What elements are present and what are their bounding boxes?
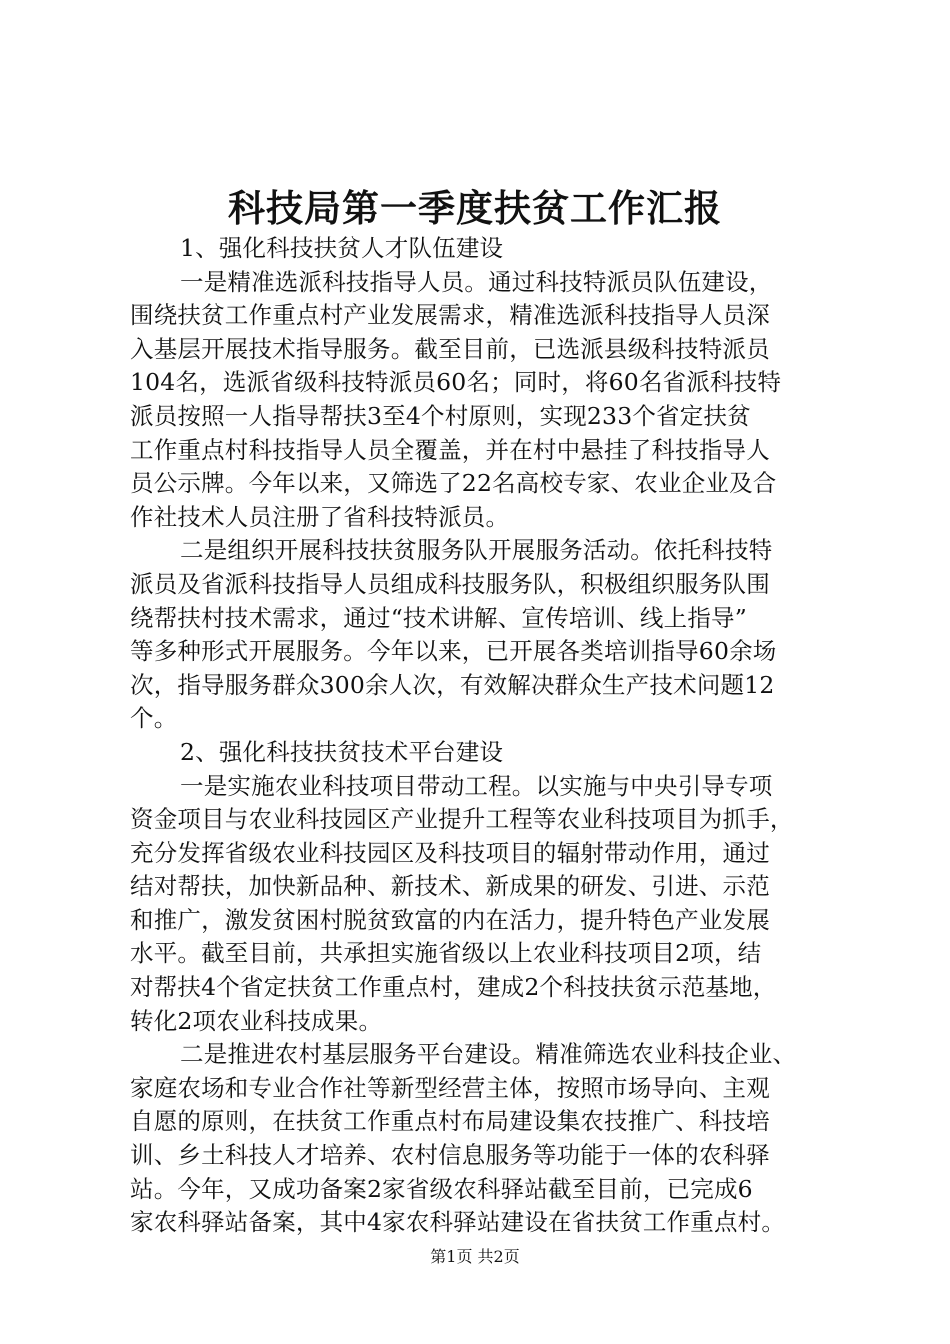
paragraph-line: 104名，选派省级科技特派员60名；同时，将60名省派科技特 [130, 368, 782, 397]
paragraph-line: 个。 [130, 704, 178, 733]
paragraph-line: 转化2项农业科技成果。 [130, 1006, 383, 1035]
paragraph-line: 员公示牌。今年以来，又筛选了22名高校专家、农业企业及合 [130, 469, 777, 498]
document-body [130, 232, 830, 1240]
paragraph-line: 派员及省派科技指导人员组成科技服务队，积极组织服务队围 [130, 569, 770, 598]
paragraph-line: 家庭农场和专业合作社等新型经营主体，按照市场导向、主观 [130, 1073, 770, 1102]
paragraph-line: 围绕扶贫工作重点村产业发展需求，精准选派科技指导人员深 [130, 301, 770, 330]
paragraph-line: 等多种形式开展服务。今年以来，已开展各类培训指导60余场 [130, 637, 777, 666]
paragraph-line: 一是精准选派科技指导人员。通过科技特派员队伍建设， [180, 267, 773, 296]
section-heading-2: 2、强化科技扶贫技术平台建设 [180, 737, 504, 766]
page-title: 科技局第一季度扶贫工作汇报 [228, 186, 722, 230]
paragraph-line: 自愿的原则，在扶贫工作重点村布局建设集农技推广、科技培 [130, 1107, 770, 1136]
paragraph-line: 次，指导服务群众300余人次，有效解决群众生产技术问题12 [130, 670, 775, 699]
paragraph-line: 水平。截至目前，共承担实施省级以上农业科技项目2项，结 [130, 939, 762, 968]
paragraph-line: 作社技术人员注册了省科技特派员。 [130, 502, 510, 531]
paragraph-line: 家农科驿站备案，其中4家农科驿站建设在省扶贫工作重点村。 [130, 1208, 786, 1237]
paragraph-line: 资金项目与农业科技园区产业提升工程等农业科技项目为抓手， [130, 805, 794, 834]
paragraph-line: 和推广，激发贫困村脱贫致富的内在活力，提升特色产业发展 [130, 905, 770, 934]
paragraph-line: 对帮扶4个省定扶贫工作重点村，建成2个科技扶贫示范基地， [130, 973, 777, 1002]
paragraph-line: 充分发挥省级农业科技园区及科技项目的辐射带动作用，通过 [130, 838, 770, 867]
section-heading-1: 1、强化科技扶贫人才队伍建设 [180, 234, 504, 262]
paragraph-line: 二是组织开展科技扶贫服务队开展服务活动。依托科技特 [180, 536, 773, 565]
paragraph-line: 结对帮扶，加快新品种、新技术、新成果的研发、引进、示范 [130, 872, 770, 901]
paragraph-line: 训、乡土科技人才培养、农村信息服务等功能于一体的农科驿 [130, 1141, 770, 1170]
paragraph-line: 一是实施农业科技项目带动工程。以实施与中央引导专项 [180, 771, 773, 800]
paragraph-line: 站。今年，又成功备案2家省级农科驿站截至目前，已完成6 [130, 1174, 753, 1203]
page-footer: 第1页 共2页 [430, 1247, 520, 1266]
paragraph-line: 工作重点村科技指导人员全覆盖，并在村中悬挂了科技指导人 [130, 435, 770, 464]
paragraph-line: 派员按照一人指导帮扶3至4个村原则，实现233个省定扶贫 [130, 401, 751, 430]
paragraph-line: 绕帮扶村技术需求，通过“技术讲解、宣传培训、线上指导” [130, 603, 747, 632]
paragraph-line: 入基层开展技术指导服务。截至目前，已选派县级科技特派员 [130, 334, 770, 363]
paragraph-line: 二是推进农村基层服务平台建设。精准筛选农业科技企业、 [180, 1040, 797, 1069]
